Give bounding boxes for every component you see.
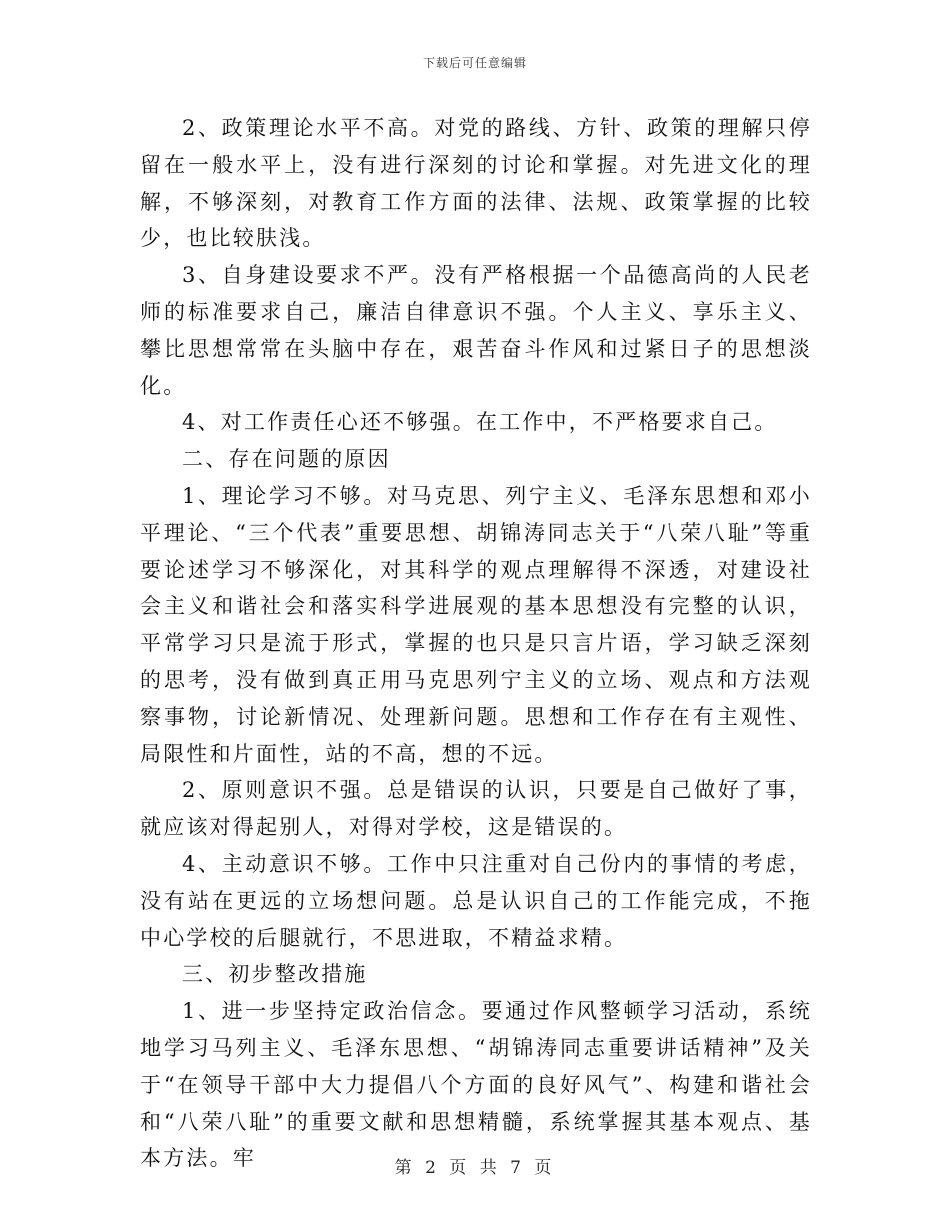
section-heading-measures: 三、初步整改措施	[182, 962, 368, 987]
paragraph-political-belief: 1、进一步坚持定政治信念。要通过作风整顿学习活动，系统地学习马列主义、毛泽东思想、“胡锦涛同志重要讲话精神”及关于“在领导干部中大力提倡八个方面的良好风气”、构建和谐社会和“八荣八耻”的重要文献和思想精髓，系统掌握其基本观点、基本方法。牢	[140, 999, 812, 1171]
paragraph-policy-theory: 2、政策理论水平不高。对党的路线、方针、政策的理解只停留在一般水平上，没有进行深刻的讨论和掌握。对先进文化的理解，不够深刻，对教育工作方面的法律、法规、政策掌握的比较少，也比较肤浅。	[140, 116, 812, 251]
paragraph-theory-study: 1、理论学习不够。对马克思、列宁主义、毛泽东思想和邓小平理论、“三个代表”重要思想、胡锦涛同志关于“八荣八耻”等重要论述学习不够深化，对其科学的观点理解得不深透，对建设社会主义和谐社会和落实科学进展观的基本思想没有完整的认识，平常学习只是流于形式，掌握的也只是只言片语，学习缺乏深刻的思考，没有做到真正用马克思列宁主义的立场、观点和方法观察事物，讨论新情况、处理新问题。思想和工作存在有主观性、局限性和片面性，站的不高，想的不远。	[140, 483, 812, 766]
section-heading-causes: 二、存在问题的原因	[182, 447, 391, 472]
paragraph-self-discipline: 3、自身建设要求不严。没有严格根据一个品德高尚的人民老师的标准要求自己，廉洁自律意识不强。个人主义、享乐主义、攀比思想常常在头脑中存在，艰苦奋斗作风和过紧日子的思想淡化。	[140, 263, 812, 398]
document-body	[140, 110, 812, 1177]
page-number: 第 2 页 共 7 页	[394, 1158, 556, 1178]
paragraph-initiative: 4、主动意识不够。工作中只注重对自己份内的事情的考虑，没有站在更远的立场想问题。总是认识自己的工作能完成，不拖中心学校的后腿就行，不思进取，不精益求精。	[140, 851, 812, 950]
paragraph-responsibility: 4、对工作责任心还不够强。在工作中，不严格要求自己。	[182, 410, 778, 435]
header-note: 下载后可任意编辑	[422, 56, 527, 70]
paragraph-principle-awareness: 2、原则意识不强。总是错误的认识，只要是自己做好了事，就应该对得起别人，对得对学校，这是错误的。	[140, 778, 812, 840]
